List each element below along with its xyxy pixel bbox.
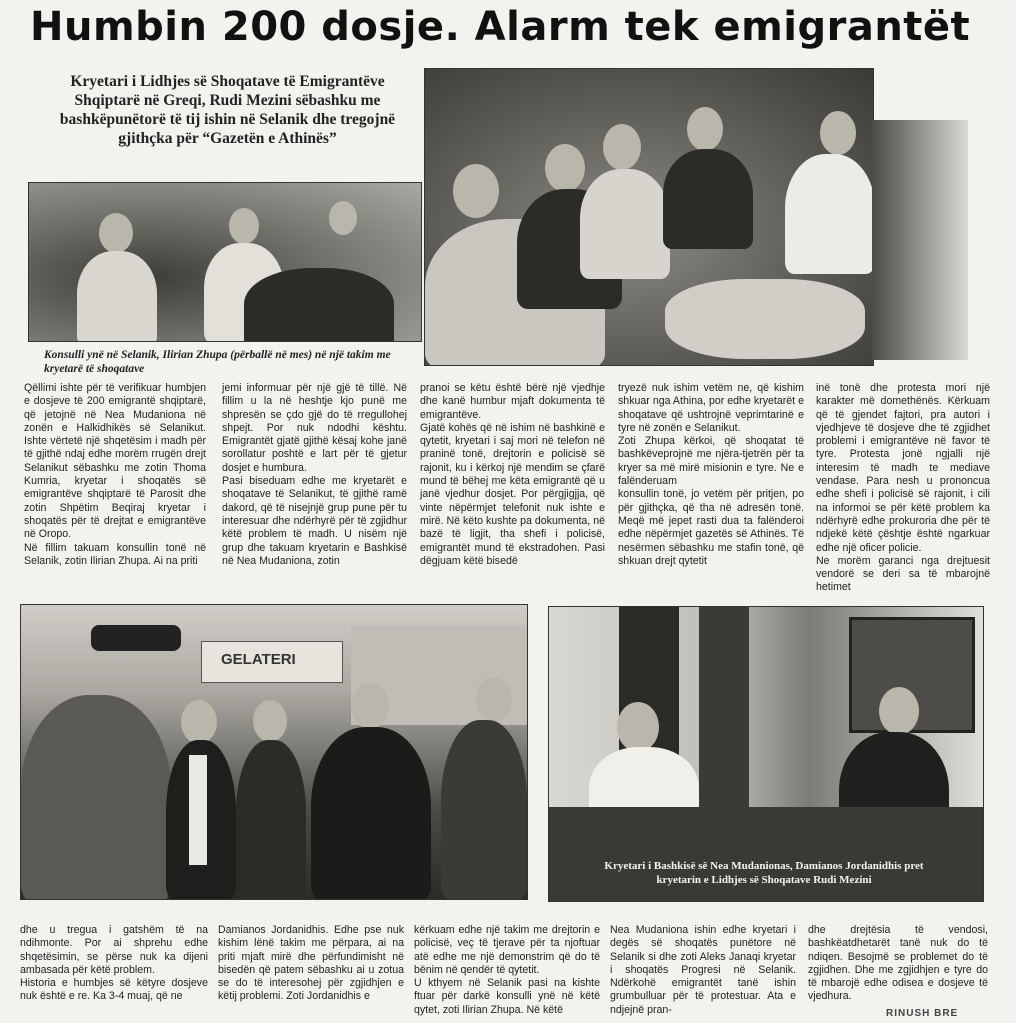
article-column-2 [222,382,407,568]
article-column-7 [218,924,404,1004]
paragraph: Qëllimi ishte për të verifikuar humbjen e dosjeve të 200 emigrantë shqiptarë, që jetojnë në Nea Mudaniona në zonën e Halkidhikës së Selanikut. Ishte vërtetë një shqetësim i madh për të gjithë ndaj edhe morëm rrugën drejt Selanikut sëbashku me zotin Thoma Kumria, kryetar i shoqatës së emigrantëve shqiptarë të Parosit dhe zotin Shpëtim Beqiraj kryetar i shoqatës për të drejtat e emigrantëve në Oropo. [24,382,206,541]
paragraph: pranoi se këtu është bërë një vjedhje dhe kanë humbur mjaft dokumenta të emigrantëve. [420,382,605,421]
paragraph: Gjatë kohës që në ishim në bashkinë e qytetit, kryetari i saj mori në telefon në praninë tonë, drejtorin e policisë së rajonit, ku i kërkoj një mendim se çfarë mund të bëhej me këta emigrantë që u janë vjedhur dosjet. Por përgjigjja, që vinte nëpërmjet telefonit nuk ishte e mirë. Në këto kushte pa dokumenta, në bazë të ligjit, tha shefi i policisë, emigrantët mund të ekstradohen. Pasi dëgjuam këtë bisedë [420,421,605,567]
paragraph: Pasi biseduam edhe me kryetarët e shoqatave të Selanikut, të gjithë ramë dakord, që të nisejnjë grup pune për tu interesuar dhe ndërhyrë për të zgjidhur këtë problem të madh. U nisëm një grup dhe takuam kryetarin e Bashkisë në Nea Mudaniona, zotin [222,475,407,567]
photo-protest-crowd [20,604,528,900]
article-column-5 [816,382,990,595]
article-column-9 [610,924,796,1017]
article-column-3 [420,382,605,568]
byline: RINUSH BRE [886,1008,959,1019]
headline: Humbin 200 dosje. Alarm tek emigrantët [30,4,971,50]
photo-caption-bottom: Kryetari i Bashkisë së Nea Mudanionas, Damianos Jordanidhis pret kryetarin e Lidhjes së Shoqatave Rudi Mezini [604,860,924,886]
paragraph: inë tonë dhe protesta mori një karakter më domethënës. Kërkuam që të gjendet fajtori, pra autori i vjedhjeve të dosjeve dhe të zgjidhet problemi i emigrantëve në favor të tyre. Protesta jonë ngjalli një interesim të madh te mediave vendase. Para nesh u prononcua edhe shefi i policisë së rajonit, i cili na informoi se për këtë problem ka ndërhyrë edhe prokuroria dhe për të ndjekë këtë çështje është ngarkuar edhe një oficer policie. [816,382,990,554]
paragraph: jemi informuar për një gjë të tillë. Në fillim u la në heshtje kjo punë me shpresën se çdo gjë do të rregullohej shpejt. Por nuk ndodhi kështu. Emigrantët gjatë gjithë kësaj kohe janë sorollatur poshtë e lart për të gjetur dosjet e humbura. [222,382,407,474]
shop-sign: GELATERI [221,651,296,668]
deck-subtitle: Kryetari i Lidhjes së Shoqatave të Emigrantëve Shqiptarë në Greqi, Rudi Mezini sëbashku me bashkëpunëtorë të tij ishin në Selanik dhe tregojnë gjithçka për “Gazetën e Athinës” [59,73,396,147]
paragraph: kërkuam edhe një takim me drejtorin e policisë, veç të tjerave për ta njoftuar atë edhe me një demonstrim që do të bënim në qendër të qytetit. [414,924,600,976]
paragraph: Damianos Jordanidhis. Edhe pse nuk kishim lënë takim me përpara, ai na priti mjaft mirë dhe përfundimisht në bisedën që patem sëbashku ai u zotua se do të interesohej për zgjidhjen e këtij problemi. Zoti Jordanidhis e [218,924,404,1003]
paragraph: Në fillim takuam konsullin tonë në Selanik, zotin Ilirian Zhupa. Ai na priti [24,541,206,567]
paragraph: konsullin tonë, jo vetëm për pritjen, po për gjithçka, që tha në adresën tonë. Meqë më jepet rasti dua ta falënderoi edhe nëpërmjet gazetës së Athinës. Të nesërmen sëbashku me stafin tonë, që shkuan drejt qytetit [618,488,804,567]
article-column-10 [808,924,988,1010]
paragraph: Nea Mudaniona ishin edhe kryetari i degës së shoqatës punëtore në Selanik si dhe zoti Aleks Janaqi kryetar i shoqatës Progresi në Selanik. Ndërkohë emigrantët tanë ishin grumbulluar për të protestuar. Ata e ndjejnë pran- [610,924,796,1016]
paragraph: Historia e humbjes së këtyre dosjeve nuk është e re. Ka 3-4 muaj, që ne [20,977,208,1003]
article-column-1 [24,382,206,568]
paragraph: dhe drejtësia të vendosi, bashkëatdhetarët tanë nuk do të ndiqen. Besojmë se problemet do të zgjidhen. Dhe me zgjidhjen e tyre do të mbarojë edhe odisea e dosjeve të vjedhura. [808,924,988,1003]
photo-caption-top: Konsulli ynë në Selanik, Ilirian Zhupa (përballë në mes) në një takim me kryetarë të shoqatave [44,349,391,375]
photo-consul-meeting-left [28,182,422,342]
article-column-8 [414,924,600,1017]
paragraph: U kthyem në Selanik pasi na kishte ftuar për darkë konsulli ynë në këtë qytet, zoti Ilirian Zhupa. Në këtë [414,977,600,1016]
article-column-6 [20,924,208,1004]
article-column-4 [618,382,804,568]
photo-mayor-office [548,606,984,902]
photo-torn-edge [872,120,968,360]
paragraph: dhe u tregua i gatshëm të na ndihmonte. Por ai shprehu edhe shqetësimin, se përse nuk ka dijeni ambasada për këtë problem. [20,924,208,976]
paragraph: Zoti Zhupa kërkoi, që shoqatat të bashkëveprojnë me njëra-tjetrën për ta kryer sa më mirë misionin e tyre. Ne e falënderuam [618,435,804,488]
paragraph: Ne morëm garanci nga drejtuesit vendorë se deri sa të mbarojnë hetimet [816,554,990,594]
photo-consul-meeting-right [424,68,874,366]
paragraph: tryezë nuk ishim vetëm ne, që kishim shkuar nga Athina, por edhe kryetarët e shoqatave që ushtrojnë veprimtarinë e tyre në zonën e Selanikut. [618,382,804,434]
